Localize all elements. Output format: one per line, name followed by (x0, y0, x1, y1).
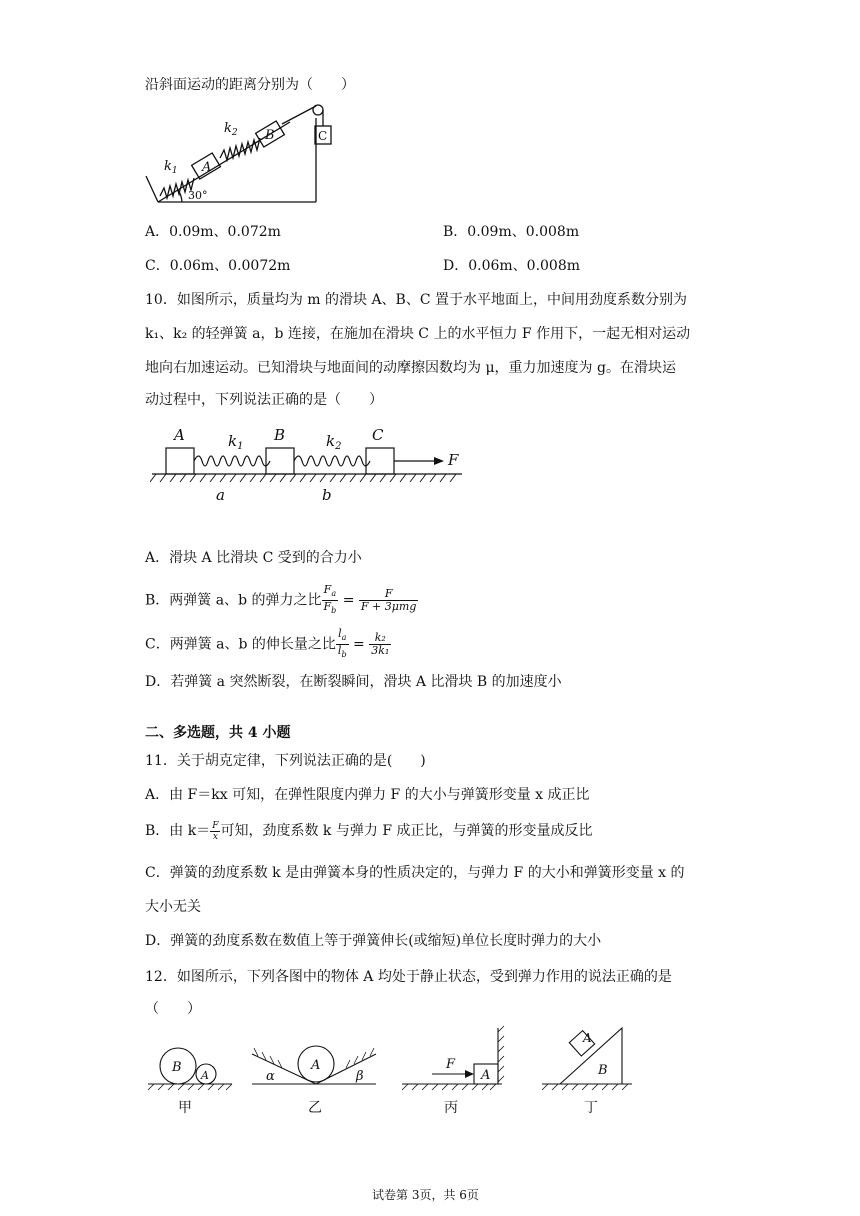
q11-option-d[interactable]: D．弹簧的劲度系数在数值上等于弹簧伸长(或缩短)单位长度时弹力的大小 (145, 933, 602, 949)
q12-ding-a-label: A (583, 1031, 592, 1045)
q10-stem-line3: 地向右加速运动。已知滑块与地面间的动摩擦因数均为 μ，重力加速度为 g。在滑块运 (145, 360, 676, 376)
q9-angle-label: 30° (188, 189, 208, 202)
q10-block-c-label: C (372, 426, 384, 444)
q9-incline-figure (140, 98, 350, 208)
q12-caption-jia: 甲 (178, 1100, 192, 1116)
q12-yi-a-label: A (311, 1058, 321, 1073)
q12-stem-line1: 12．如图所示，下列各图中的物体 A 均处于静止状态，受到弹力作用的说法正确的是 (145, 969, 672, 985)
q10-spring-b-label: b (322, 486, 332, 504)
q9-block-c-label: C (318, 129, 328, 143)
q10-block-b-label: B (274, 426, 286, 444)
q12-yi-alpha-label: α (266, 1069, 275, 1084)
q9-k2-label: $k_2$ (224, 121, 238, 138)
q12-ding-b-label: B (598, 1063, 608, 1078)
q11-stem: 11．关于胡克定律，下列说法正确的是( ) (145, 753, 426, 769)
q10-block-a-label: A (174, 426, 185, 444)
page-footer: 试卷第 3页，共 6页 (372, 1188, 479, 1202)
q9-k1-label: $k_1$ (164, 159, 178, 176)
q10-option-c[interactable]: C．两弹簧 a、b 的伸长量之比 $\frac{l_a}{l_b}$ = $\frac{\text{k₂}}{\text{3k₁}}$ (145, 627, 390, 660)
q9-option-c[interactable]: C．0.06m、0.0072m (145, 258, 291, 274)
q10-option-b-ratio: $\frac{F_a}{F_b}$ (323, 583, 337, 616)
q12-caption-ding: 丁 (584, 1100, 598, 1116)
q10-option-c-ratio: $\frac{l_a}{l_b}$ (337, 627, 347, 660)
q9-option-a[interactable]: A．0.09m、0.072m (145, 224, 281, 240)
q12-bing-f-label: F (446, 1057, 456, 1072)
q12-bing-a-label: A (481, 1068, 491, 1083)
q10-k1-label: $k_1$ (228, 432, 244, 452)
q12-stem-line2: （ ） (145, 1001, 201, 1017)
q10-k2-label: $k_2$ (326, 432, 342, 452)
q10-option-b-text: B．两弹簧 a、b 的弹力之比 (145, 592, 322, 609)
section-heading: 二、多选题，共 4 小题 (145, 725, 291, 741)
q10-stem-line2: k₁、k₂ 的轻弹簧 a，b 连接，在施加在滑块 C 上的水平恒力 F 作用下，一起无相对运动 (145, 326, 691, 342)
q10-stem-line4: 动过程中，下列说法正确的是（ ） (145, 392, 383, 408)
q10-option-b[interactable]: B．两弹簧 a、b 的弹力之比 $\frac{F_a}{F_b}$ = $\frac{F}{\text{F + 3μmg}}$ (145, 583, 417, 616)
q9-stem-tail: 沿斜面运动的距离分别为（ ） (145, 77, 355, 93)
q12-jia-a-label: A (201, 1069, 209, 1082)
q11-option-a[interactable]: A．由 F＝kx 可知，在弹性限度内弹力 F 的大小与弹簧形变量 x 成正比 (145, 787, 590, 803)
q12-caption-bing: 丙 (444, 1100, 458, 1116)
q10-option-c-expression: $\frac{\text{k₂}}{\text{3k₁}}$ (371, 631, 390, 658)
q10-force-label: F (448, 451, 459, 469)
q9-block-b-label: B (265, 128, 275, 143)
q10-option-c-text: C．两弹簧 a、b 的伸长量之比 (145, 636, 336, 653)
q12-yi-beta-label: β (356, 1069, 364, 1084)
q11-option-c-line1[interactable]: C．弹簧的劲度系数 k 是由弹簧本身的性质决定的，与弹力 F 的大小和弹簧形变量 x 的 (145, 865, 685, 881)
q10-option-a[interactable]: A．滑块 A 比滑块 C 受到的合力小 (145, 550, 362, 566)
q10-spring-blocks-figure (150, 420, 470, 504)
q10-option-d[interactable]: D．若弹簧 a 突然断裂，在断裂瞬间，滑块 A 比滑块 B 的加速度小 (145, 674, 562, 690)
q12-figures (140, 1024, 650, 1120)
q11-option-c-line2[interactable]: 大小无关 (145, 899, 201, 915)
q10-option-b-expression: $\frac{F}{\text{F + 3μmg}}$ (360, 587, 417, 614)
q10-stem-line1: 10．如图所示，质量均为 m 的滑块 A、B、C 置于水平地面上，中间用劲度系数分别为 (145, 292, 687, 308)
q12-caption-yi: 乙 (308, 1100, 322, 1116)
q9-block-a-label: A (202, 160, 212, 175)
q10-spring-a-label: a (216, 486, 225, 504)
q9-option-d[interactable]: D．0.06m、0.008m (443, 258, 581, 274)
q9-option-b[interactable]: B．0.09m、0.008m (443, 224, 580, 240)
q11-option-b[interactable]: B．由 k＝ $\frac{F}{x}$ 可知，劲度系数 k 与弹力 F 成正比，与弹簧的形变量成反比 (145, 820, 593, 842)
q11-option-b-fraction: $\frac{F}{x}$ (212, 820, 219, 842)
q12-jia-b-label: B (172, 1060, 182, 1075)
